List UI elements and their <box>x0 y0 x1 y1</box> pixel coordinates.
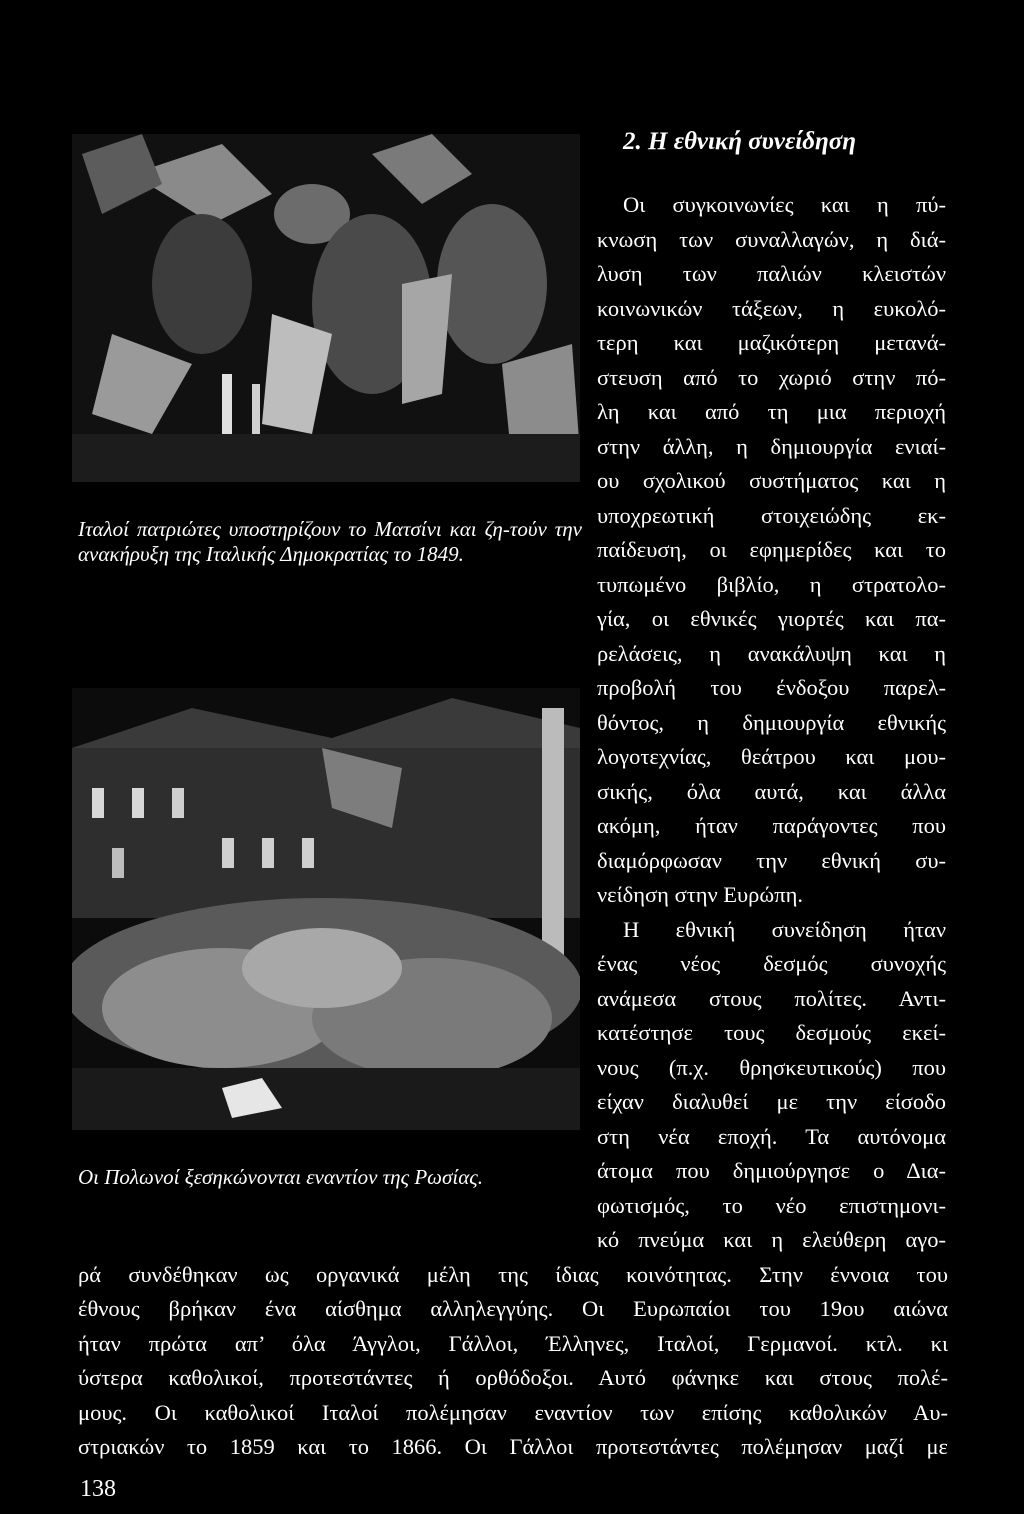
body-line: Η εθνική συνείδηση ήταν <box>623 916 946 942</box>
body-line: θόντος, η δημιουργία εθνικής <box>597 709 946 735</box>
body-line: κατέστησε τους δεσμούς εκεί- <box>597 1020 946 1045</box>
body-line: στη νέα εποχή. Τα αυτόνομα <box>597 1123 946 1149</box>
body-line: τυπωμένο βιβλίο, η στρατολο- <box>597 571 946 597</box>
body-line: κό πνεύμα και η ελεύθερη αγο- <box>597 1227 946 1252</box>
body-line: λη και από τη μια περιοχή <box>597 399 946 424</box>
body-line: λογοτεχνίας, θεάτρου και μου- <box>597 744 946 769</box>
body-line: νους (π.χ. θρησκευτικούς) που <box>597 1054 946 1080</box>
figure-polish-uprising-photo <box>72 688 580 1130</box>
body-line: ου σχολικού συστήματος και η <box>597 468 946 493</box>
body-line: κνωση των συναλλαγών, η διά- <box>597 226 946 252</box>
body-line: λυση των παλιών κλειστών <box>597 261 946 286</box>
body-line: στριακών το 1859 και το 1866. Οι Γάλλοι προτεστάντες πολέμησαν μαζί με <box>78 1434 948 1459</box>
body-line: στην άλλη, η δημιουργία ενιαί- <box>597 433 946 459</box>
body-line: μους. Οι καθολικοί Ιταλοί πολέμησαν εναντίον των επίσης καθολικών Αυ- <box>78 1399 948 1425</box>
body-line: Οι συγκοινωνίες και η πύ- <box>623 192 946 217</box>
body-line: έθνους βρήκαν ένα αίσθημα αλληλεγγύης. Οι Ευρωπαίοι του 19ου αιώνα <box>78 1296 948 1321</box>
body-line: ρά συνδέθηκαν ως οργανικά μέλη της ίδιας κοινότητας. Στην έννοια του <box>78 1261 948 1287</box>
body-line: παίδευση, οι εφημερίδες και το <box>597 537 946 562</box>
body-line: άτομα που δημιούργησε ο Δια- <box>597 1158 946 1183</box>
body-line: ανάμεσα στους πολίτες. Αντι- <box>597 985 946 1011</box>
body-line: είχαν διαλυθεί με την είσοδο <box>597 1089 946 1114</box>
figure-polish-uprising-caption: Οι Πολωνοί ξεσηκώνονται εναντίον της Ρωσίας. <box>78 1165 483 1189</box>
page-number: 138 <box>80 1476 116 1502</box>
body-line: ύστερα καθολικοί, προτεστάντες ή ορθόδοξοι. Αυτό φάνηκε και στους πολέ- <box>78 1365 948 1390</box>
body-line: ένας νέος δεσμός συνοχής <box>597 951 946 976</box>
body-line: ρελάσεις, η ανακάλυψη και η <box>597 640 946 666</box>
figure-italian-patriots-caption: Ιταλοί πατριώτες υποστηρίζουν το Ματσίνι και ζη-τούν την ανακήρυξη της Ιταλικής Δημοκρατίας το 1849. <box>78 517 582 566</box>
section-title: 2. Η εθνική συνείδηση <box>623 128 856 155</box>
body-line: νείδηση στην Ευρώπη. <box>597 882 803 907</box>
body-line: προβολή του ένδοξου παρελ- <box>597 675 946 700</box>
body-line: διαμόρφωσαν την εθνική συ- <box>597 847 946 873</box>
body-line: γία, οι εθνικές γιορτές και πα- <box>597 606 946 631</box>
body-line: ήταν πρώτα απ’ όλα Άγγλοι, Γάλλοι, Έλληνες, Ιταλοί, Γερμανοί. κτλ. κι <box>78 1330 948 1356</box>
body-line: κοινωνικών τάξεων, η ευκολό- <box>597 295 946 321</box>
body-line: υποχρεωτική στοιχειώδης εκ- <box>597 502 946 528</box>
body-line: στευση από το χωριό στην πό- <box>597 364 946 390</box>
body-line: σικής, όλα αυτά, και άλλα <box>597 778 946 804</box>
body-line: ακόμη, ήταν παράγοντες που <box>597 813 946 838</box>
figure-italian-patriots-photo <box>72 134 580 482</box>
body-line: φωτισμός, το νέο επιστημονι- <box>597 1192 946 1218</box>
body-line: τερη και μαζικότερη μετανά- <box>597 330 946 355</box>
